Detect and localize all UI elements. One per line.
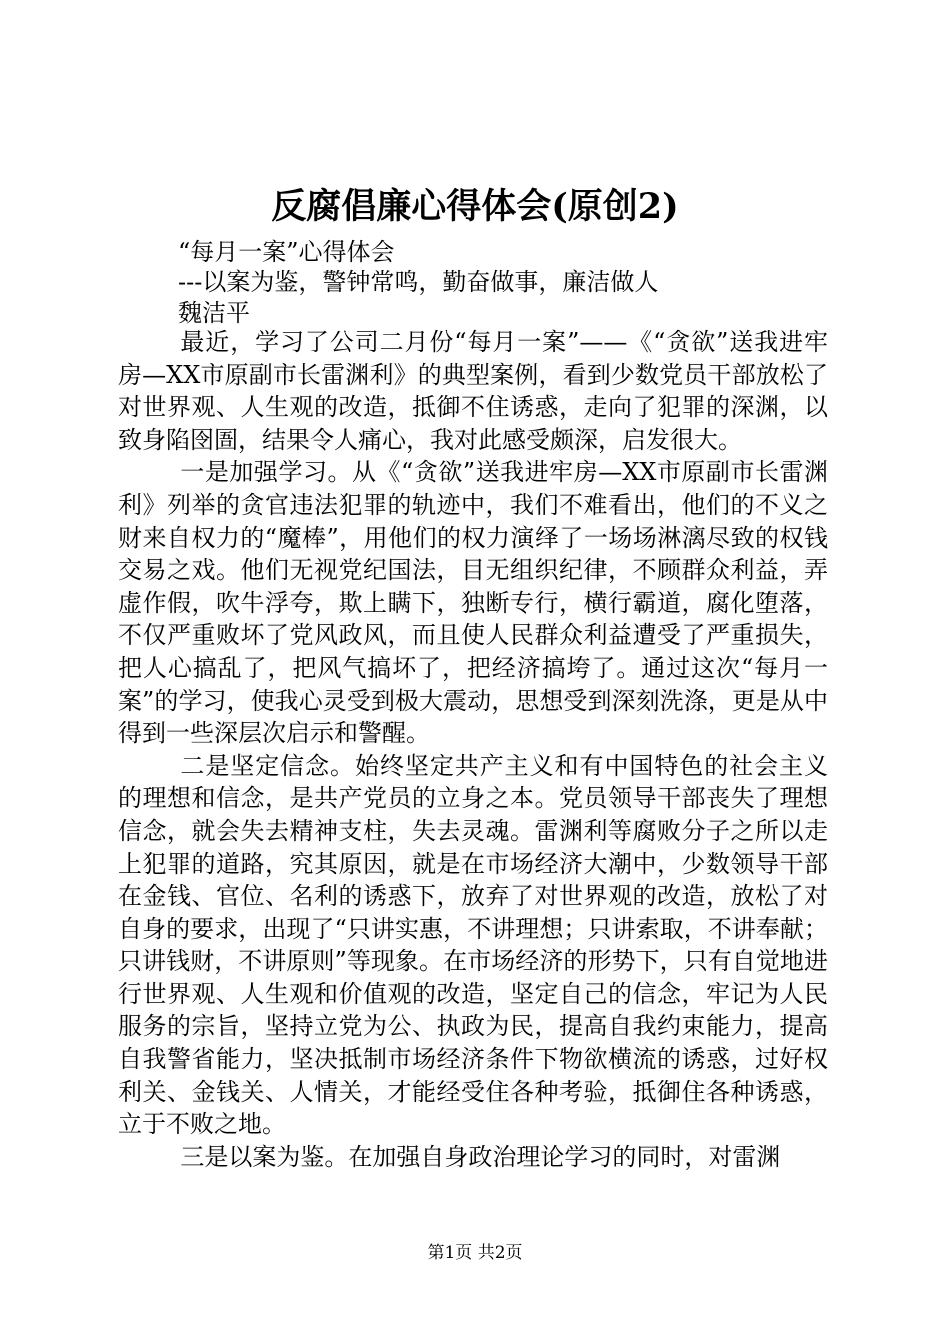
page-number-footer: 第1页 共2页: [427, 1243, 523, 1263]
document-author: 魏洁平: [178, 299, 250, 327]
paragraph-learn-from-case: 三是以案为鉴。在加强自身政治理论学习的同时，对雷渊: [180, 1142, 781, 1171]
paragraph-strengthen-study: 一是加强学习。从《“贪欲”送我进牢房—XX市原副市长雷渊利》列举的贪官违法犯罪的轨迹中，我们不难看出，他们的不义之财来自权力的“魔棒”，用他们的权力演绎了一场场淋漓尽致的权钱交易之戏。他们无视党纪国法，目无组织纪律，不顾群众利益，弄虚作假，吹牛浮夸，欺上瞒下，独断专行，横行霸道，腐化堕落，不仅严重败坏了党风政风，而且使人民群众利益遭受了严重损失，把人心搞乱了，把风气搞坏了，把经济搞垮了。通过这次“每月一案”的学习，使我心灵受到极大震动，思想受到深刻洗涤，更是从中得到一些深层次启示和警醒。: [118, 458, 828, 748]
paragraph-intro: 最近，学习了公司二月份“每月一案”——《“贪欲”送我进牢房—XX市原副市长雷渊利》的典型案例，看到少数党员干部放松了对世界观、人生观的改造，抵御不住诱惑，走向了犯罪的深渊，以致身陷囹圄，结果令人痛心，我对此感受颇深，启发很大。: [118, 328, 828, 454]
document-motto: ---以案为鉴，警钟常鸣，勤奋做事，廉洁做人: [178, 268, 659, 296]
paragraph-firm-belief: 二是坚定信念。始终坚定共产主义和有中国特色的社会主义的理想和信念，是共产党员的立身之本。党员领导干部丧失了理想信念，就会失去精神支柱，失去灵魂。雷渊利等腐败分子之所以走上犯罪的道路，究其原因，就是在市场经济大潮中，少数领导干部在金钱、官位、名利的诱惑下，放弃了对世界观的改造，放松了对自身的要求，出现了“只讲实惠，不讲理想；只讲索取，不讲奉献；只讲钱财，不讲原则”等现象。在市场经济的形势下，只有自觉地进行世界观、人生观和价值观的改造，坚定自己的信念，牢记为人民服务的宗旨，坚持立党为公、执政为民，提高自我约束能力，提高自我警省能力，坚决抵制市场经济条件下物欲横流的诱惑，过好权利关、金钱关、人情关，才能经受住各种考验，抵御住各种诱惑，立于不败之地。: [118, 751, 828, 1139]
document-body: [118, 326, 828, 1173]
document-title: 反腐倡廉心得体会(原创2): [271, 186, 679, 227]
document-subtitle: “每月一案”心得体会: [178, 238, 395, 266]
